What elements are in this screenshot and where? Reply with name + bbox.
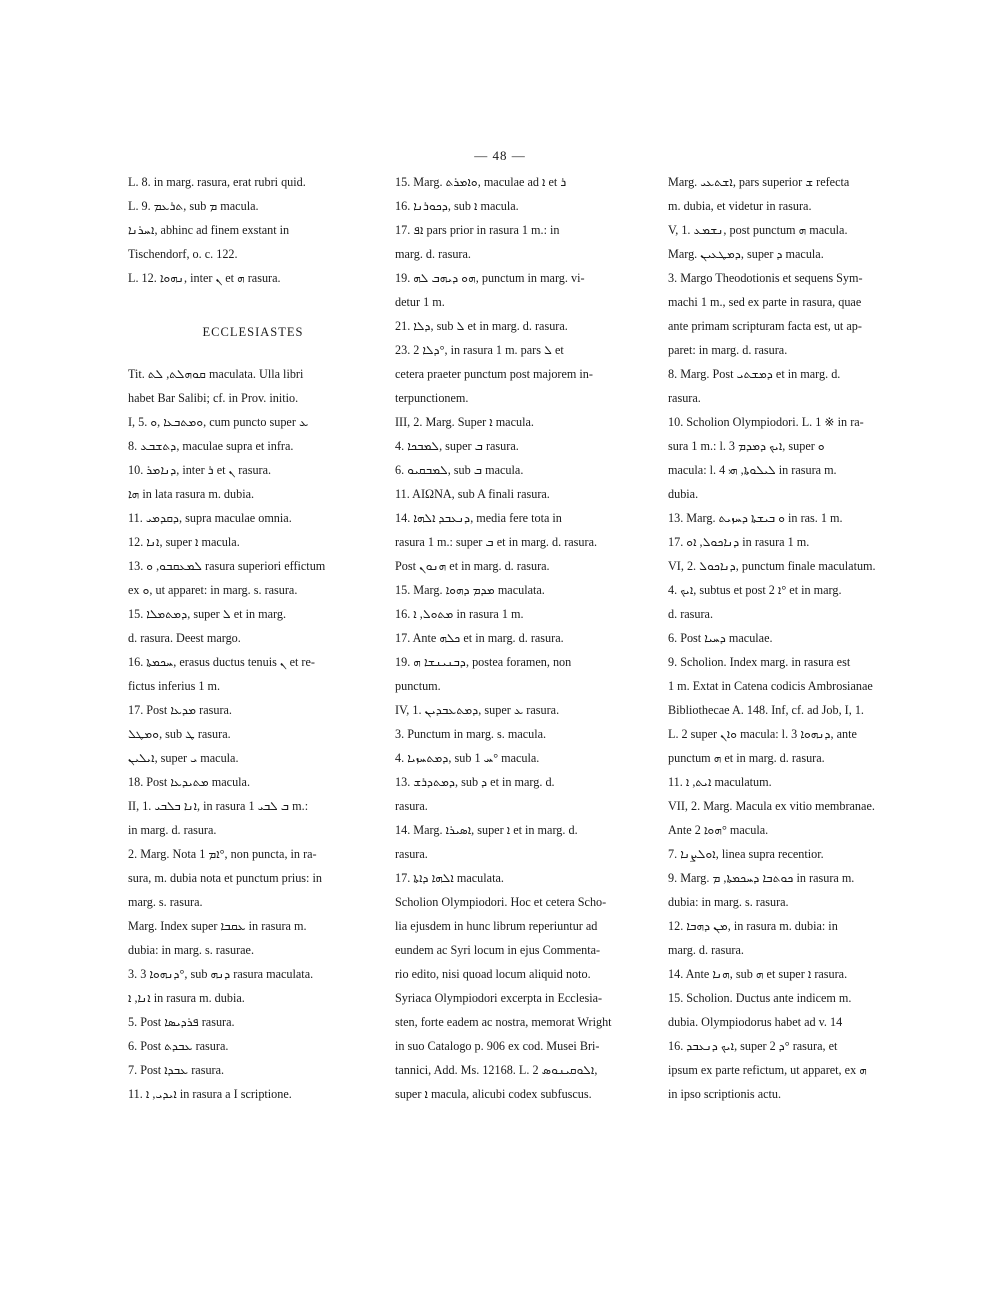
scholion-line: in suo Catalogo p. 906 ex cod. Musei Bri- (395, 1039, 600, 1053)
text-line: 12. ܡܢ ܕܗܒܐ, in rasura m. dubia: in (668, 919, 838, 933)
text-line: sura, m. dubia nota et punctum prius: in (128, 871, 322, 885)
text-line: cetera praeter punctum post majorem in- (395, 367, 593, 381)
text-line: 16. ܐܝܟ ܕܢܥܒܕ, super ܕ 2° rasura, et (668, 1039, 838, 1053)
text-line: 18. Post ܡܬܝܕܥܐ macula. (128, 775, 251, 789)
text-line: sura 1 m.: l. 3 ܐܝܟ ܕܡܕܡ, super ܘ (668, 439, 825, 453)
text-line: habet Bar Salibi; cf. in Prov. initio. (128, 391, 299, 405)
text-line: 17. ܐܦ pars prior in rasura 1 m.: in (395, 223, 560, 237)
text-line: II, 1. ܐܢܐ ܒܠܒܝ, in rasura ܒ ܠܒܝ 1 m.: (128, 799, 309, 813)
text-line: 6. Post ܕܚܝܐ maculae. (668, 631, 773, 645)
section-title: ECCLESIASTES (202, 325, 304, 339)
scholion-line: eundem ac Syri locum in ejus Commenta- (395, 943, 601, 957)
text-line: 21. ܕܠܐ, sub ܠ et in marg. d. rasura. (395, 319, 568, 333)
text-line: rasura. (668, 391, 701, 405)
text-line: 16. ܡܬܘܠ, ܐ in rasura 1 m. (395, 607, 524, 621)
text-line: ܐܚܪܢܐ, abhinc ad finem exstant in (128, 223, 290, 237)
text-line: 6. ܠܡܒܩܝܘ, sub ܒ macula. (395, 463, 524, 477)
text-line: 11. ܐܝܬ, ܐ maculatum. (668, 775, 772, 789)
text-line: detur 1 m. (395, 295, 445, 309)
text-line: 3. Punctum in marg. s. macula. (395, 727, 547, 741)
text-line: L. 9. ܬܪܥܡ, sub ܡ macula. (128, 199, 259, 213)
text-line: d. rasura. Deest margo. (128, 631, 241, 645)
text-line: in ipso scriptionis actu. (668, 1087, 782, 1101)
text-line: marg. d. rasura. (668, 943, 744, 957)
text-line: ܘܡܛܠ, sub ܛ rasura. (128, 727, 231, 741)
text-line: Marg. ܐܫܬܥܝ, pars superior ܫ refecta (668, 175, 850, 189)
text-line: dubia. Olympiodorus habet ad v. 14 (668, 1015, 843, 1029)
text-line: 15. Scholion. Ductus ante indicem m. (668, 991, 852, 1005)
text-line: marg. d. rasura. (395, 247, 471, 261)
text-line: punctum ܗ et in marg. d. rasura. (668, 751, 825, 765)
text-line: 17. Ante ܟܠܗ et in marg. d. rasura. (395, 631, 564, 645)
text-line: 14. Marg. ܐܣܝܪܐ, super ܐ et in marg. d. (395, 823, 578, 837)
scholion-line: Scholion Olympiodori. Hoc et cetera Scho- (395, 895, 607, 909)
text-line: 4. ܕܡܬܚܙܝܐ, sub ܚ 1° macula. (395, 751, 540, 765)
text-line: 13. Marg. ܘ ܒܝܫܬܐ ܕܚܙܝܬ in ras. 1 m. (668, 511, 843, 525)
text-line: 1 m. Extat in Catena codicis Ambrosianae (668, 679, 873, 693)
text-line: ipsum ex parte refictum, ut apparet, ex ܗ (668, 1063, 867, 1077)
text-line: ܐܝܠܝܢ, super ܝ macula. (128, 751, 239, 765)
text-line: 16. ܚܟܡܬܐ, erasus ductus tenuis ܢ et re- (128, 655, 315, 669)
text-line: V, 1. ܢܫܡܥ, post punctum ܗ macula. (668, 223, 848, 237)
text-line: ante primam scripturam facta est, ut ap- (668, 319, 862, 333)
text-line: punctum. (395, 679, 441, 693)
page-number: — 48 — (474, 148, 526, 163)
text-line: 11. ܐܝܕܝ, ܐ in rasura a I scriptione. (128, 1087, 292, 1101)
text-line: 19. ܕܒܢܝܢܫܐ ܗ, postea foramen, non (395, 655, 572, 669)
text-line: Post ܗܢܘܢ et in marg. d. rasura. (395, 559, 550, 573)
scholion-line: super ܐ macula, alicubi codex subfuscus. (395, 1087, 592, 1101)
text-line: marg. s. rasura. (128, 895, 203, 909)
text-line: Marg. Index super ܥܩܒܐ in rasura m. (128, 919, 307, 933)
text-line: Tit. ܩܘܗܠܬ, ܠܬ maculata. Ulla libri (128, 367, 304, 381)
text-line: macula: l. 4 ܠܝܠܘܬܐ, ܗܝ in rasura m. (668, 463, 837, 477)
text-line: 17. ܕܢܐܟܘܠ, ܐܘ in rasura 1 m. (668, 535, 810, 549)
text-line: 7. Post ܥܒܕܐ rasura. (128, 1063, 225, 1077)
text-line: 23. ܕܠܐ 2°, in rasura 1 m. pars ܠ et (395, 343, 564, 357)
text-line: L. 8. in marg. rasura, erat rubri quid. (128, 175, 306, 189)
text-line: 16. ܕܟܘܪܢܐ, sub ܐ macula. (395, 199, 519, 213)
text-line: L. 2 super ܘܐܢ macula: l. 3 ܕܢܗܘܐ, ante (668, 727, 857, 741)
text-line: ܗܐ in lata rasura m. dubia. (128, 487, 255, 501)
text-line: 10. ܕܢܐܡܪ, inter ܪ et ܢ rasura. (128, 463, 272, 477)
text-line: rasura. (395, 847, 428, 861)
text-line: dubia. (668, 487, 699, 501)
text-line: 9. Scholion. Index marg. in rasura est (668, 655, 851, 669)
scholion-line: Syriaca Olympiodori excerpta in Ecclesia- (395, 991, 603, 1005)
text-line: dubia: in marg. s. rasurae. (128, 943, 255, 957)
text-line: 11. ܕܩܕܡܝ, supra maculae omnia. (128, 511, 292, 525)
text-line: 2. Marg. Nota ܐܡ 1°, non puncta, in ra- (128, 847, 317, 861)
text-line: 4. ܠܡܒܟܐ, super ܒ rasura. (395, 439, 519, 453)
text-line: rasura 1 m.: super ܒ et in marg. d. rasura. (395, 535, 598, 549)
text-line: in marg. d. rasura. (128, 823, 217, 837)
scholion-line: rio edito, nisi quoad locum aliquid noto. (395, 967, 591, 981)
text-line: L. 12. ܢܗܘܐ, inter ܢ et ܗ rasura. (128, 271, 281, 285)
text-line: m. dubia, et videtur in rasura. (668, 199, 812, 213)
text-line: 4. ܐܝܟ, subtus et post ܐ 2° et in marg. (668, 583, 842, 597)
text-line: 14. ܕܢܥܒܕ ܐܠܗܐ, media fere tota in (395, 511, 562, 525)
text-line: 19. ܗܘ ܕܝܗܒ ܠܗ, punctum in marg. vi- (395, 271, 585, 285)
column-left (128, 170, 378, 1106)
text-line: ܐܢܐ, ܐ in rasura m. dubia. (128, 991, 245, 1005)
text-line: 6. Post ܥܒܕܬ rasura. (128, 1039, 229, 1053)
text-line: VI, 2. ܕܢܐܟܘܠ, punctum finale maculatum. (668, 559, 876, 573)
text-line: 14. Ante ܗܢܐ, sub ܗ et super ܐ rasura. (668, 967, 848, 981)
text-line: 3. Margo Theodotionis et sequens Sym- (668, 271, 863, 285)
column-middle (395, 170, 645, 1106)
text-line: 11. AIΩNA, sub A finali rasura. (395, 487, 550, 501)
text-line: Bibliothecae A. 148. Inf, cf. ad Job, I, 1. (668, 703, 864, 717)
text-line: 17. ܐܠܗܐ ܕܐܬܐ maculata. (395, 871, 504, 885)
text-line: 15. ܕܡܬܡܠܐ, super ܠ et in marg. (128, 607, 286, 621)
text-line: paret: in marg. d. rasura. (668, 343, 788, 357)
scholion-line: sten, forte eadem ac nostra, memorat Wright (395, 1015, 612, 1029)
scholion-line: tannici, Add. Ms. 12168. L. 2 ܐܠܘܩܝܢܘܣ, (395, 1063, 598, 1077)
text-line: d. rasura. (668, 607, 714, 621)
text-line: 15. Marg. ܡܕܡ ܕܗܘܐ maculata. (395, 583, 545, 597)
text-line: rasura. (395, 799, 428, 813)
text-line: terpunctionem. (395, 391, 469, 405)
text-line: machi 1 m., sed ex parte in rasura, quae (668, 295, 862, 309)
text-line: VII, 2. Marg. Macula ex vitio membranae. (668, 799, 875, 813)
text-line: 8. Marg. Post ܕܡܫܬܝ et in marg. d. (668, 367, 841, 381)
scholion-line: lia ejusdem in hunc librum reperiuntur ad (395, 919, 598, 933)
text-line: Ante ܗܘܐ 2° macula. (668, 823, 769, 837)
text-line: 10. Scholion Olympiodori. L. 1 ※ in ra- (668, 415, 864, 429)
text-line: Marg. ܕܡܛܥܝܢ, super ܕ macula. (668, 247, 824, 261)
text-line: 5. Post ܦܪܕܝܣܐ rasura. (128, 1015, 235, 1029)
text-line: 17. Post ܡܕܥܐ rasura. (128, 703, 232, 717)
column-right (668, 170, 918, 1106)
text-line: ex ܘ, ut apparet: in marg. s. rasura. (128, 583, 298, 597)
text-line: Tischendorf, o. c. 122. (128, 247, 238, 261)
text-line: 12. ܐܢܐ, super ܐ macula. (128, 535, 240, 549)
text-line: dubia: in marg. s. rasura. (668, 895, 789, 909)
text-line: 9. Marg. ܟܘܬܒܐ ܕܚܟܡܬܐ, ܡ in rasura m. (668, 871, 855, 885)
text-line: 15. Marg. ܘܐܡܪܬ, maculae ad ܐ et ܪ (395, 175, 567, 189)
text-line: 7. ܐܘܠܨܢܐ, linea supra recentior. (668, 847, 824, 861)
text-line: I, 5. ܘܡܬܒܥܐ ,ܘ, cum puncto super ܥ (128, 415, 309, 429)
text-line: 3. ܕܢܗܘܐ 3°, sub ܕܢܗ rasura maculata. (128, 967, 314, 981)
text-line: IV, 1. ܕܡܬܥܒܕܝܢ, super ܥ rasura. (395, 703, 560, 717)
text-line: fictus inferius 1 m. (128, 679, 221, 693)
text-line: 8. ܕܬܫܒܥ, maculae supra et infra. (128, 439, 294, 453)
text-line: 13. ܕܡܬܕܪܫ, sub ܕ et in marg. d. (395, 775, 555, 789)
text-line: 13. ܠܡܥܩܒܘ, ܘ rasura superiori effictum (128, 559, 326, 573)
text-line: III, 2. Marg. Super ܐ macula. (395, 415, 534, 429)
